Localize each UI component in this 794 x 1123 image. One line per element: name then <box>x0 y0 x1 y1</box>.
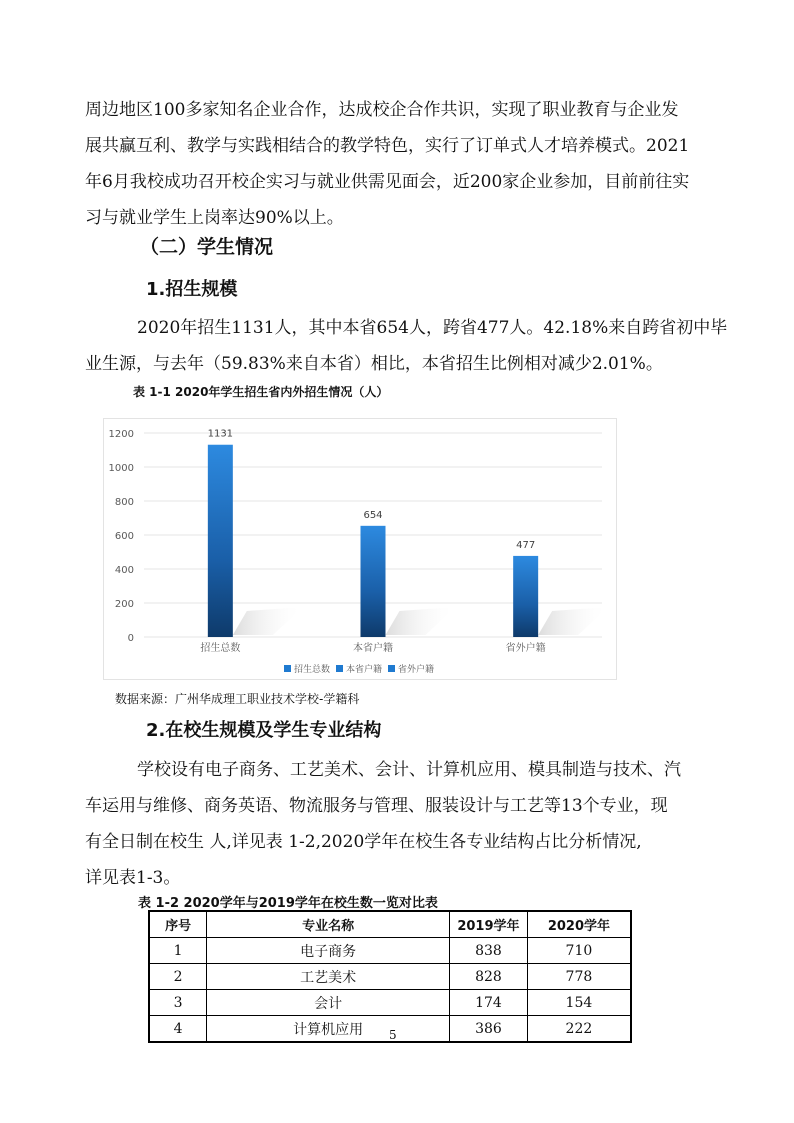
table-caption: 表 1-2 2020学年与2019学年在校生数一览对比表 <box>138 896 438 911</box>
structure-line: 学校设有电子商务、工艺美术、会计、计算机应用、模具制造与技术、汽 <box>137 760 681 780</box>
table-cell: 计算机应用 <box>207 1016 450 1043</box>
subsection-title-enrollment: 1.招生规模 <box>146 279 238 300</box>
intro-paragraph <box>85 92 705 236</box>
table-cell: 会计 <box>207 990 450 1016</box>
table-cell: 1 <box>149 938 207 964</box>
table-row <box>149 990 631 1016</box>
legend-swatch <box>284 665 291 672</box>
table-header-cell: 2020学年 <box>527 911 631 938</box>
table-cell: 838 <box>450 938 528 964</box>
y-tick-label: 0 <box>127 633 134 644</box>
table-cell: 386 <box>450 1016 528 1043</box>
structure-line: 车运用与维修、商务英语、物流服务与管理、服装设计与工艺等13个专业，现 <box>85 796 668 816</box>
bar <box>361 526 386 637</box>
intro-line: 周边地区100多家知名企业合作，达成校企合作共识，实现了职业教育与企业发 <box>85 100 679 120</box>
legend-swatch <box>388 665 395 672</box>
y-tick-label: 1200 <box>108 429 134 440</box>
enrollment-chart <box>103 418 617 680</box>
enrollment-chart-svg <box>104 419 616 679</box>
data-label: 1131 <box>207 428 234 440</box>
chart-legend <box>284 663 434 675</box>
chart-caption: 表 1-1 2020年学生招生省内外招生情况（人） <box>133 385 389 399</box>
bar <box>513 556 538 637</box>
chart-source: 数据来源：广州华成理工职业技术学校-学籍科 <box>115 692 360 706</box>
table-cell: 222 <box>527 1016 631 1043</box>
y-tick-label: 200 <box>114 599 134 610</box>
y-tick-label: 600 <box>114 531 134 542</box>
chart-y-axis <box>109 429 134 644</box>
table-cell: 电子商务 <box>207 938 450 964</box>
enrollment-line: 业生源，与去年（59.83%来自本省）相比，本省招生比例相对减少2.01%。 <box>85 354 663 374</box>
table-cell: 828 <box>450 964 528 990</box>
table-cell: 2 <box>149 964 207 990</box>
structure-paragraph <box>85 752 705 896</box>
data-label: 654 <box>363 509 383 521</box>
bar-shadow <box>538 607 608 635</box>
page-number: 5 <box>389 1028 397 1042</box>
table-row <box>149 938 631 964</box>
intro-line: 年6月我校成功召开校企实习与就业供需见面会，近200家企业参加，目前前往实 <box>85 172 690 192</box>
bar-shadow <box>386 607 456 635</box>
y-tick-label: 800 <box>114 497 134 508</box>
table-cell: 4 <box>149 1016 207 1043</box>
intro-line: 习与就业学生上岗率达90%以上。 <box>85 208 344 228</box>
structure-line: 有全日制在校生 人,详见表 1-2,2020学年在校生各专业结构占比分析情况, <box>85 832 642 852</box>
table-header-cell: 序号 <box>149 911 207 938</box>
table-cell: 3 <box>149 990 207 1016</box>
legend-label: 招生总数 <box>294 665 331 675</box>
y-tick-label: 400 <box>114 565 134 576</box>
y-tick-label: 1000 <box>108 463 134 474</box>
table-row <box>149 964 631 990</box>
table-header-cell: 专业名称 <box>207 911 450 938</box>
enrollment-line: 2020年招生1131人，其中本省654人，跨省477人。42.18%来自跨省初中毕 <box>137 318 728 338</box>
chart-x-axis <box>200 641 545 654</box>
chart-bars <box>208 445 538 637</box>
x-tick-label: 本省户籍 <box>353 643 393 654</box>
structure-line: 详见表1-3。 <box>85 868 181 888</box>
table-header-cell: 2019学年 <box>450 911 528 938</box>
table-cell: 710 <box>527 938 631 964</box>
legend-swatch <box>336 665 343 672</box>
data-label: 477 <box>516 539 536 551</box>
bar-shadow <box>233 607 303 635</box>
x-tick-label: 省外户籍 <box>505 643 546 654</box>
table-cell: 154 <box>527 990 631 1016</box>
bar <box>208 445 233 637</box>
table-cell: 174 <box>450 990 528 1016</box>
student-count-table <box>148 910 632 1043</box>
table-cell: 778 <box>527 964 631 990</box>
legend-label: 省外户籍 <box>398 665 435 675</box>
chart-bar-shadows <box>233 607 608 635</box>
table-header-row <box>149 911 631 938</box>
x-tick-label: 招生总数 <box>200 643 241 654</box>
section-title: （二）学生情况 <box>140 236 274 258</box>
legend-label: 本省户籍 <box>346 665 383 675</box>
subsection-title-structure: 2.在校生规模及学生专业结构 <box>146 720 382 741</box>
table-cell: 工艺美术 <box>207 964 450 990</box>
enrollment-paragraph <box>85 310 728 382</box>
intro-line: 展共赢互利、教学与实践相结合的教学特色，实行了订单式人才培养模式。2021 <box>85 136 690 156</box>
